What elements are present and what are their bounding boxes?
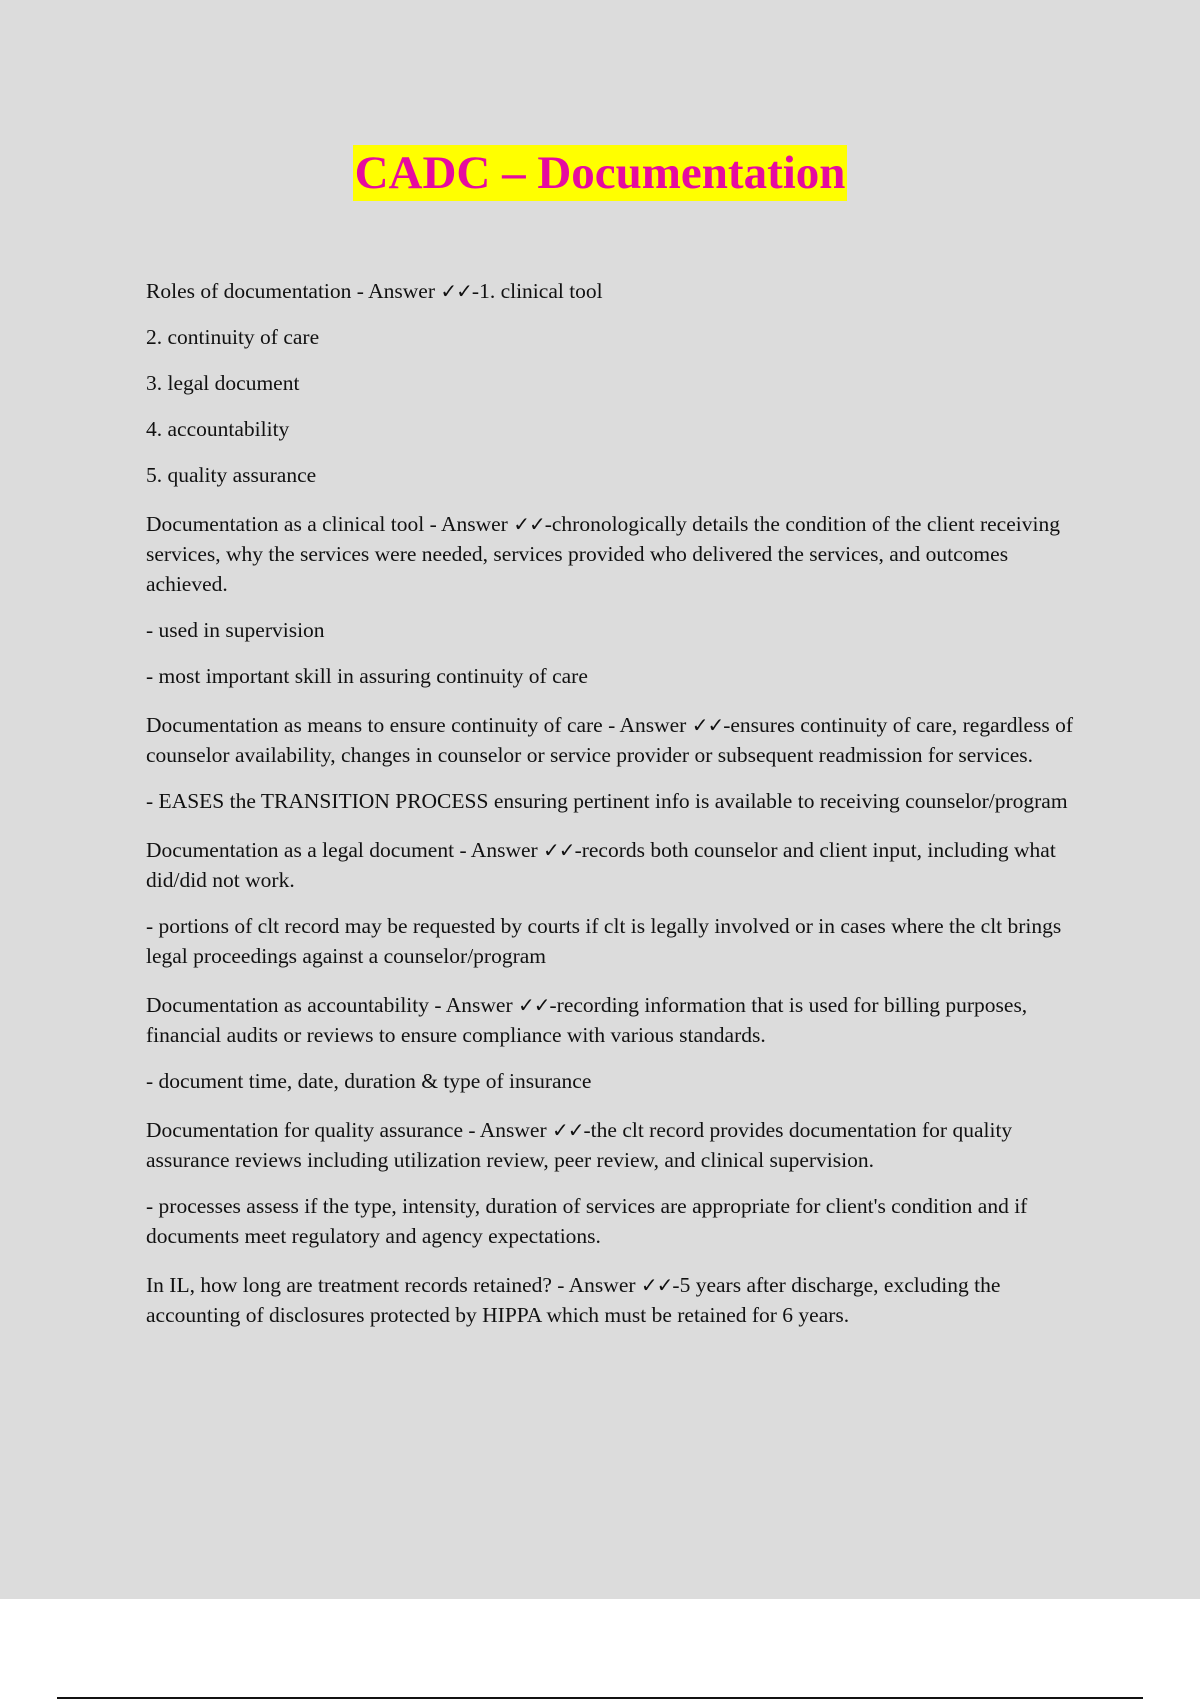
note-line: - EASES the TRANSITION PROCESS ensuring pertinent info is available to receiving counselor/program [146, 789, 1068, 813]
qa-question-paragraph [146, 1270, 1091, 1330]
qa-question-paragraph [146, 1115, 1091, 1175]
question-text: Documentation as a clinical tool - [146, 512, 441, 536]
title-wrap [0, 145, 1200, 201]
answer-label: Answer [440, 512, 508, 536]
answer-text: -chronologically details the condition of the client receiving services, why the services were needed, services provided who delivered the services, and outcomes achieved. [146, 512, 1060, 596]
note-line: - document time, date, duration & type of insurance [146, 1069, 592, 1093]
double-check-icon: ✓✓ [640, 1273, 673, 1297]
question-text: Documentation as accountability - [146, 993, 446, 1017]
question-text: Documentation as a legal document - [146, 838, 471, 862]
qa-question-paragraph [146, 990, 1091, 1050]
double-check-icon: ✓✓ [440, 279, 472, 303]
question-text: In IL, how long are treatment records retained? - [146, 1273, 569, 1297]
double-check-icon: ✓✓ [552, 1118, 584, 1142]
note-line: - processes assess if the type, intensity, duration of services are appropriate for client's condition and if documents meet regulatory and agency expectations. [146, 1194, 1028, 1248]
answer-text: -ensures continuity of care, regardless of counselor availability, changes in counselor or service provider or subsequent readmission for services. [146, 713, 1074, 767]
answer-text: -recording information that is used for billing purposes, financial audits or reviews to ensure compliance with various standards. [146, 993, 1028, 1047]
footer-divider [57, 1697, 1143, 1699]
qa-question-paragraph [146, 835, 1091, 895]
note-line: - used in supervision [146, 618, 325, 642]
answer-text: -1. clinical tool [471, 279, 603, 303]
document-title: CADC – Documentation [354, 147, 846, 199]
question-text: Documentation as means to ensure continuity of care - [146, 713, 620, 737]
double-check-icon: ✓✓ [513, 512, 545, 536]
double-check-icon: ✓✓ [691, 713, 724, 737]
answer-label: Answer [445, 993, 513, 1017]
answer-label: Answer [619, 713, 687, 737]
list-item: 3. legal document [146, 371, 300, 395]
question-text: Roles of documentation - [146, 279, 369, 303]
list-item: 5. quality assurance [146, 463, 317, 487]
qa-question-paragraph [146, 710, 1091, 770]
answer-label: Answer [368, 279, 436, 303]
double-check-icon: ✓✓ [517, 993, 550, 1017]
qa-question-paragraph [146, 276, 1091, 306]
answer-text: -5 years after discharge, excluding the accounting of disclosures protected by HIPPA which must be retained for 6 years. [146, 1273, 1001, 1327]
note-line: - portions of clt record may be requested by courts if clt is legally involved or in cases where the clt brings legal proceedings against a counselor/program [146, 914, 1062, 968]
question-text: Documentation for quality assurance - [146, 1118, 480, 1142]
answer-text: -records both counselor and client input, including what did/did not work. [146, 838, 1056, 892]
answer-label: Answer [568, 1273, 636, 1297]
double-check-icon: ✓✓ [543, 838, 575, 862]
answer-text: -the clt record provides documentation for quality assurance reviews including utilization review, peer review, and clinical supervision. [146, 1118, 1013, 1172]
qa-question-paragraph [146, 509, 1091, 599]
document-body [146, 276, 1091, 1330]
list-item: 4. accountability [146, 417, 290, 441]
answer-label: Answer [479, 1118, 547, 1142]
note-line: - most important skill in assuring continuity of care [146, 664, 588, 688]
list-item: 2. continuity of care [146, 325, 320, 349]
answer-label: Answer [470, 838, 538, 862]
